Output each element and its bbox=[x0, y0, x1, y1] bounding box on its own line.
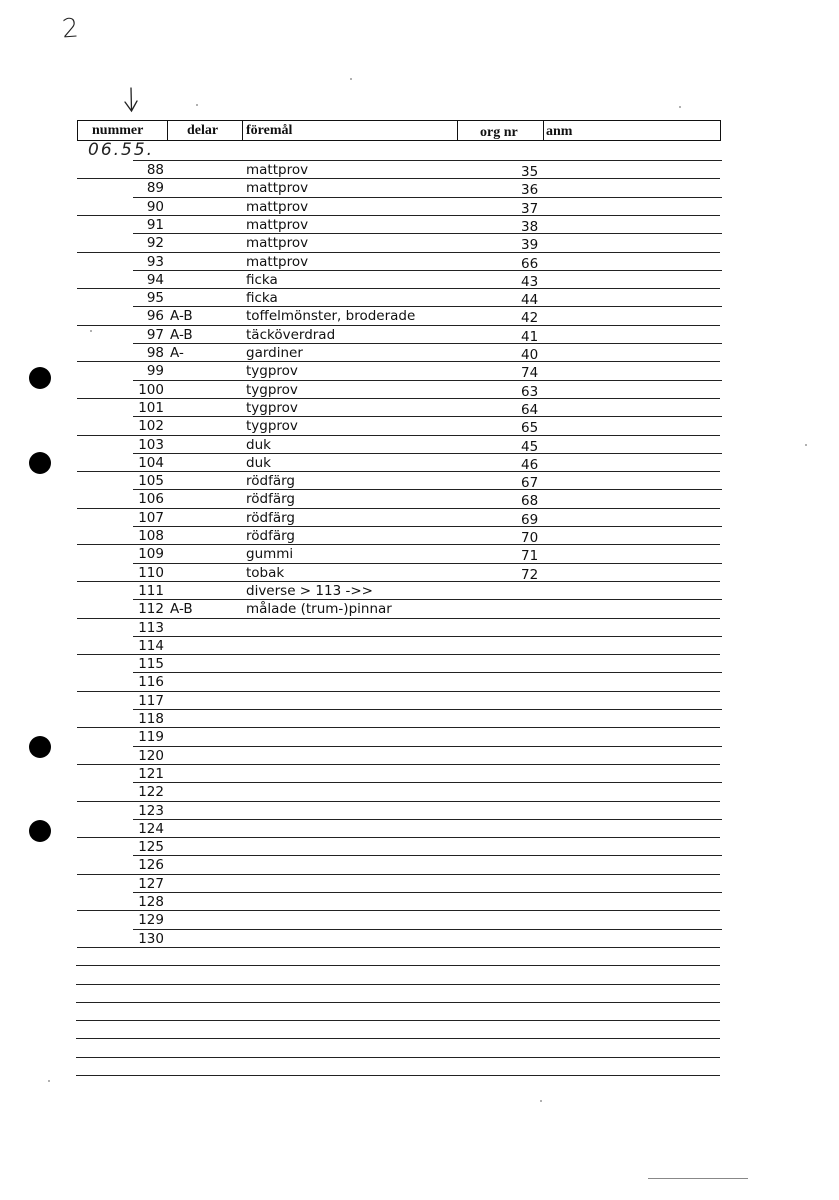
ruled-line bbox=[133, 672, 722, 673]
punch-hole-icon bbox=[29, 452, 51, 474]
row-delar: A-B bbox=[170, 308, 193, 324]
table-row bbox=[0, 216, 839, 234]
ruled-line bbox=[133, 270, 722, 271]
row-nummer: 101 bbox=[138, 400, 164, 416]
row-nummer: 130 bbox=[138, 931, 164, 947]
row-org-nr: 65 bbox=[521, 420, 539, 436]
row-nummer: 125 bbox=[138, 839, 164, 855]
table-row bbox=[0, 930, 839, 948]
table-row bbox=[0, 436, 839, 454]
table-row bbox=[0, 179, 839, 197]
table-row bbox=[0, 399, 839, 417]
table-row bbox=[0, 783, 839, 801]
table-row bbox=[0, 198, 839, 216]
table-row bbox=[0, 271, 839, 289]
row-foremal: målade (trum-)pinnar bbox=[246, 601, 392, 617]
row-org-nr: 41 bbox=[521, 329, 539, 345]
table-row bbox=[0, 692, 839, 710]
ruled-line bbox=[133, 892, 722, 893]
row-org-nr: 38 bbox=[521, 219, 539, 235]
row-org-nr: 70 bbox=[521, 530, 539, 546]
table-header bbox=[77, 120, 721, 141]
ruled-line bbox=[77, 618, 720, 619]
row-org-nr: 63 bbox=[521, 384, 539, 400]
table-row bbox=[0, 161, 839, 179]
table-row bbox=[0, 253, 839, 271]
row-nummer: 116 bbox=[138, 674, 164, 690]
row-nummer: 104 bbox=[138, 455, 164, 471]
table-row bbox=[0, 673, 839, 691]
ruled-line bbox=[133, 746, 722, 747]
row-nummer: 111 bbox=[138, 583, 164, 599]
table-row bbox=[0, 326, 839, 344]
row-delar: A-B bbox=[170, 327, 193, 343]
row-nummer: 112 bbox=[138, 601, 164, 617]
ruled-line bbox=[133, 929, 722, 930]
table-row bbox=[0, 838, 839, 856]
row-foremal: tygprov bbox=[246, 418, 298, 434]
table-row bbox=[0, 454, 839, 472]
ruled-line bbox=[133, 197, 722, 198]
row-org-nr: 68 bbox=[521, 493, 539, 509]
header-divider bbox=[167, 121, 168, 140]
ruled-line bbox=[77, 764, 720, 765]
ruled-line bbox=[133, 343, 722, 344]
row-foremal: mattprov bbox=[246, 180, 309, 196]
table-row bbox=[0, 765, 839, 783]
row-nummer: 128 bbox=[138, 894, 164, 910]
table-row bbox=[0, 747, 839, 765]
table-row bbox=[0, 289, 839, 307]
scan-speck bbox=[196, 104, 198, 106]
ruled-line bbox=[77, 435, 720, 436]
table-row bbox=[0, 600, 839, 618]
ruled-line bbox=[76, 1038, 720, 1039]
ruled-line bbox=[77, 947, 720, 948]
ruled-line bbox=[77, 398, 720, 399]
arrow-down-icon bbox=[122, 86, 140, 114]
row-nummer: 100 bbox=[138, 382, 164, 398]
table-row bbox=[0, 728, 839, 746]
row-nummer: 102 bbox=[138, 418, 164, 434]
row-org-nr: 44 bbox=[521, 292, 539, 308]
table-row bbox=[0, 417, 839, 435]
punch-hole-icon bbox=[29, 736, 51, 758]
row-nummer: 95 bbox=[146, 290, 164, 306]
ruled-line bbox=[77, 727, 720, 728]
scan-speck bbox=[48, 1080, 50, 1082]
row-org-nr: 36 bbox=[521, 182, 539, 198]
row-foremal: toffelmönster, broderade bbox=[246, 308, 416, 324]
table-row bbox=[0, 307, 839, 325]
header-divider bbox=[457, 121, 458, 140]
row-nummer: 109 bbox=[138, 546, 164, 562]
header-anm: anm bbox=[546, 124, 573, 139]
row-org-nr: 72 bbox=[521, 567, 539, 583]
ruled-line bbox=[133, 526, 722, 527]
row-org-nr: 46 bbox=[521, 457, 539, 473]
ruled-line bbox=[77, 544, 720, 545]
row-org-nr: 45 bbox=[521, 439, 539, 455]
ruled-line bbox=[76, 1020, 720, 1021]
row-nummer: 99 bbox=[146, 363, 164, 379]
row-foremal: diverse > 113 ->> bbox=[246, 583, 373, 599]
ruled-line bbox=[133, 819, 722, 820]
table-row bbox=[0, 911, 839, 929]
ruled-line bbox=[77, 837, 720, 838]
header-divider bbox=[543, 121, 544, 140]
row-nummer: 92 bbox=[146, 235, 164, 251]
table-row bbox=[0, 856, 839, 874]
row-foremal: ficka bbox=[246, 272, 278, 288]
row-nummer: 106 bbox=[138, 491, 164, 507]
ruled-line bbox=[77, 252, 720, 253]
row-nummer: 96 bbox=[146, 308, 164, 324]
row-foremal: tygprov bbox=[246, 400, 298, 416]
table-row bbox=[0, 637, 839, 655]
table-row bbox=[0, 234, 839, 252]
row-foremal: duk bbox=[246, 455, 271, 471]
row-org-nr: 37 bbox=[521, 201, 539, 217]
row-delar: A-B bbox=[170, 601, 193, 617]
row-nummer: 119 bbox=[138, 729, 164, 745]
ruled-line bbox=[77, 654, 720, 655]
table-row bbox=[0, 582, 839, 600]
table-row bbox=[0, 875, 839, 893]
ruled-line bbox=[76, 1075, 720, 1076]
row-org-nr: 39 bbox=[521, 237, 539, 253]
ruled-line bbox=[133, 416, 722, 417]
ruled-line bbox=[76, 1002, 720, 1003]
scan-speck bbox=[350, 78, 352, 80]
row-org-nr: 71 bbox=[521, 548, 539, 564]
ruled-line bbox=[133, 599, 722, 600]
ruled-line bbox=[133, 306, 722, 307]
ruled-line bbox=[133, 233, 722, 234]
ruled-line bbox=[76, 1057, 720, 1058]
row-nummer: 94 bbox=[146, 272, 164, 288]
row-nummer: 103 bbox=[138, 437, 164, 453]
ruled-line bbox=[133, 855, 722, 856]
row-nummer: 91 bbox=[146, 217, 164, 233]
row-nummer: 113 bbox=[138, 620, 164, 636]
handwritten-code: 06.55. bbox=[88, 140, 155, 160]
scan-speck bbox=[805, 444, 807, 446]
row-nummer: 123 bbox=[138, 803, 164, 819]
punch-hole-icon bbox=[29, 820, 51, 842]
row-foremal: duk bbox=[246, 437, 271, 453]
table-row bbox=[0, 710, 839, 728]
scan-speck bbox=[90, 330, 92, 332]
row-foremal: ficka bbox=[246, 290, 278, 306]
ruled-line bbox=[133, 160, 722, 161]
ruled-line bbox=[77, 288, 720, 289]
row-nummer: 108 bbox=[138, 528, 164, 544]
row-nummer: 88 bbox=[146, 162, 164, 178]
row-foremal: rödfärg bbox=[246, 473, 295, 489]
table-row bbox=[0, 545, 839, 563]
row-foremal: gardiner bbox=[246, 345, 303, 361]
row-foremal: mattprov bbox=[246, 199, 309, 215]
row-foremal: rödfärg bbox=[246, 510, 295, 526]
header-divider bbox=[242, 121, 243, 140]
row-nummer: 98 bbox=[146, 345, 164, 361]
row-nummer: 117 bbox=[138, 693, 164, 709]
row-foremal: mattprov bbox=[246, 162, 309, 178]
row-nummer: 110 bbox=[138, 565, 164, 581]
row-org-nr: 64 bbox=[521, 402, 539, 418]
row-nummer: 120 bbox=[138, 748, 164, 764]
ruled-line bbox=[76, 984, 720, 985]
row-org-nr: 35 bbox=[521, 164, 539, 180]
table-row bbox=[0, 362, 839, 380]
punch-hole-icon bbox=[29, 367, 51, 389]
header-org-nr: org nr bbox=[480, 125, 518, 140]
row-foremal: rödfärg bbox=[246, 491, 295, 507]
row-foremal: tygprov bbox=[246, 382, 298, 398]
table-row bbox=[0, 527, 839, 545]
row-org-nr: 69 bbox=[521, 512, 539, 528]
row-foremal: tygprov bbox=[246, 363, 298, 379]
ruled-line bbox=[133, 453, 722, 454]
row-nummer: 129 bbox=[138, 912, 164, 928]
ruled-line bbox=[77, 471, 720, 472]
row-nummer: 93 bbox=[146, 254, 164, 270]
table-row bbox=[0, 344, 839, 362]
row-nummer: 90 bbox=[146, 199, 164, 215]
ruled-line bbox=[133, 709, 722, 710]
table-row bbox=[0, 472, 839, 490]
ruled-line bbox=[133, 563, 722, 564]
table-row bbox=[0, 381, 839, 399]
ruled-line bbox=[77, 508, 720, 509]
ruled-line bbox=[133, 782, 722, 783]
header-delar: delar bbox=[187, 123, 219, 138]
row-org-nr: 67 bbox=[521, 475, 539, 491]
ruled-line bbox=[77, 691, 720, 692]
row-nummer: 89 bbox=[146, 180, 164, 196]
row-foremal: gummi bbox=[246, 546, 294, 562]
row-org-nr: 42 bbox=[521, 310, 539, 326]
table-row bbox=[0, 509, 839, 527]
row-nummer: 115 bbox=[138, 656, 164, 672]
table-row bbox=[0, 802, 839, 820]
ruled-line bbox=[77, 215, 720, 216]
row-foremal: tobak bbox=[246, 565, 285, 581]
ruled-line bbox=[77, 874, 720, 875]
scan-speck bbox=[540, 1100, 542, 1102]
ruled-line bbox=[76, 965, 720, 966]
row-nummer: 118 bbox=[138, 711, 164, 727]
ruled-line bbox=[133, 489, 722, 490]
row-foremal: rödfärg bbox=[246, 528, 295, 544]
scan-speck bbox=[679, 106, 681, 108]
page-number: 2 bbox=[60, 13, 80, 45]
table-row bbox=[0, 619, 839, 637]
row-org-nr: 40 bbox=[521, 347, 539, 363]
row-nummer: 127 bbox=[138, 876, 164, 892]
table-row bbox=[0, 655, 839, 673]
ruled-line bbox=[133, 380, 722, 381]
row-org-nr: 74 bbox=[521, 365, 539, 381]
ruled-line bbox=[77, 801, 720, 802]
table-row bbox=[0, 893, 839, 911]
table-row bbox=[0, 564, 839, 582]
ruled-line bbox=[77, 361, 720, 362]
row-nummer: 122 bbox=[138, 784, 164, 800]
row-nummer: 121 bbox=[138, 766, 164, 782]
row-foremal: mattprov bbox=[246, 254, 309, 270]
row-nummer: 105 bbox=[138, 473, 164, 489]
ruled-line bbox=[77, 910, 720, 911]
row-foremal: mattprov bbox=[246, 235, 309, 251]
header-foremal: föremål bbox=[246, 123, 293, 138]
row-nummer: 97 bbox=[146, 327, 164, 343]
ruled-line bbox=[77, 178, 720, 179]
row-org-nr: 43 bbox=[521, 274, 539, 290]
ruled-line bbox=[77, 581, 720, 582]
row-delar: A- bbox=[170, 345, 184, 361]
row-foremal: täcköverdrad bbox=[246, 327, 336, 343]
header-nummer: nummer bbox=[92, 123, 144, 138]
ruled-line bbox=[133, 636, 722, 637]
row-nummer: 107 bbox=[138, 510, 164, 526]
row-nummer: 124 bbox=[138, 821, 164, 837]
row-nummer: 126 bbox=[138, 857, 164, 873]
row-foremal: mattprov bbox=[246, 217, 309, 233]
table-row bbox=[0, 820, 839, 838]
table-row bbox=[0, 490, 839, 508]
row-nummer: 114 bbox=[138, 638, 164, 654]
ruled-line bbox=[77, 325, 720, 326]
row-org-nr: 66 bbox=[521, 256, 539, 272]
footer-mark bbox=[648, 1178, 748, 1179]
